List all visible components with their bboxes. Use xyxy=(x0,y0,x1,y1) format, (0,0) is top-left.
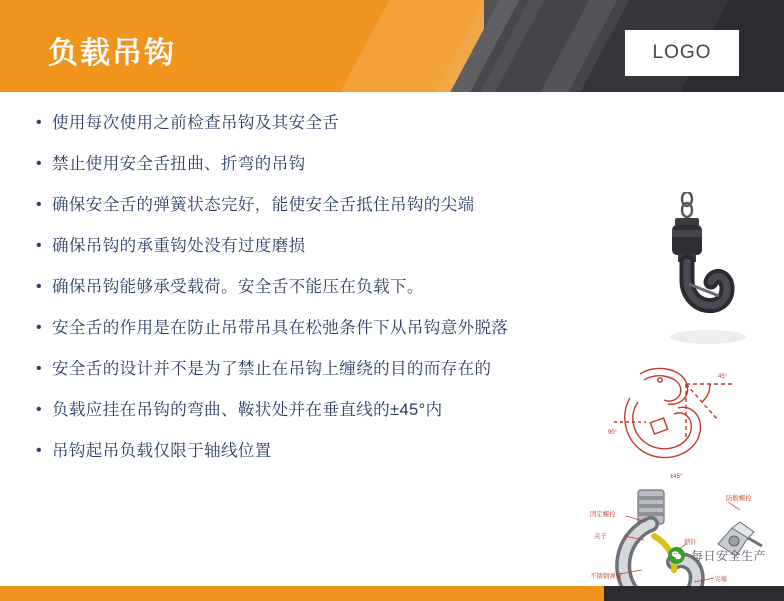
detail-label: 不锈钢弹簧 xyxy=(590,573,622,580)
bullet-marker: • xyxy=(36,319,42,336)
list-item xyxy=(36,235,636,257)
bullet-text: 确保吊钩能够承受载荷。安全舌不能压在负载下。 xyxy=(52,278,424,296)
svg-text:45°: 45° xyxy=(718,374,728,380)
bullet-marker: • xyxy=(36,237,42,254)
detail-label: 防脱螺栓 xyxy=(726,495,752,502)
bullet-text: 安全舌的作用是在防止吊带吊具在松弛条件下从吊钩意外脱落 xyxy=(52,319,509,337)
footer-bar-dark xyxy=(604,586,784,601)
wechat-icon xyxy=(668,547,685,564)
list-item xyxy=(36,112,636,134)
bullet-list xyxy=(36,112,636,481)
detail-label: 固定螺栓 xyxy=(590,511,616,518)
bullet-text: 确保安全舌的弹簧状态完好，能使安全舌抵住吊钩的尖端 xyxy=(52,196,475,214)
bullet-marker: • xyxy=(36,360,42,377)
slide-header xyxy=(0,0,784,92)
bullet-text: 禁止使用安全舌扭曲、折弯的吊钩 xyxy=(52,155,306,173)
detail-label: 夹子 xyxy=(594,533,607,540)
list-item xyxy=(36,194,636,216)
list-item xyxy=(36,153,636,175)
hook-angle-diagram xyxy=(600,362,765,487)
logo-label: LOGO xyxy=(652,42,712,63)
load-hook-photo xyxy=(615,192,765,352)
slide-body xyxy=(0,92,784,586)
page-title: 负载吊钩 xyxy=(48,37,176,70)
bullet-marker: • xyxy=(36,155,42,172)
wechat-label: 每日安全生产 xyxy=(690,549,766,563)
list-item xyxy=(36,399,636,421)
detail-label: 锁针 xyxy=(684,539,697,546)
list-item xyxy=(36,276,636,298)
bullet-marker: • xyxy=(36,278,42,295)
bullet-marker: • xyxy=(36,442,42,459)
bullet-text: 确保吊钩的承重钩处没有过度磨损 xyxy=(52,237,306,255)
svg-text:±45°: ±45° xyxy=(670,474,683,480)
bullet-text: 负载应挂在吊钩的弯曲、鞍状处并在垂直线的±45°内 xyxy=(52,401,443,419)
bullet-marker: • xyxy=(36,114,42,131)
hook-latch-detail xyxy=(590,482,780,601)
logo-placeholder xyxy=(625,30,739,76)
list-item xyxy=(36,358,636,380)
list-item xyxy=(36,440,636,462)
wechat-credit xyxy=(668,547,766,564)
bullet-marker: • xyxy=(36,196,42,213)
bullet-text: 安全舌的设计并不是为了禁止在吊钩上缠绕的目的而存在的 xyxy=(52,360,492,378)
bullet-text: 吊钩起吊负载仅限于轴线位置 xyxy=(52,442,272,460)
detail-label: 尖端 xyxy=(714,576,727,583)
bullet-text: 使用每次使用之前检查吊钩及其安全舌 xyxy=(52,114,340,132)
bullet-marker: • xyxy=(36,401,42,418)
svg-text:90°: 90° xyxy=(608,430,618,436)
list-item xyxy=(36,317,636,339)
